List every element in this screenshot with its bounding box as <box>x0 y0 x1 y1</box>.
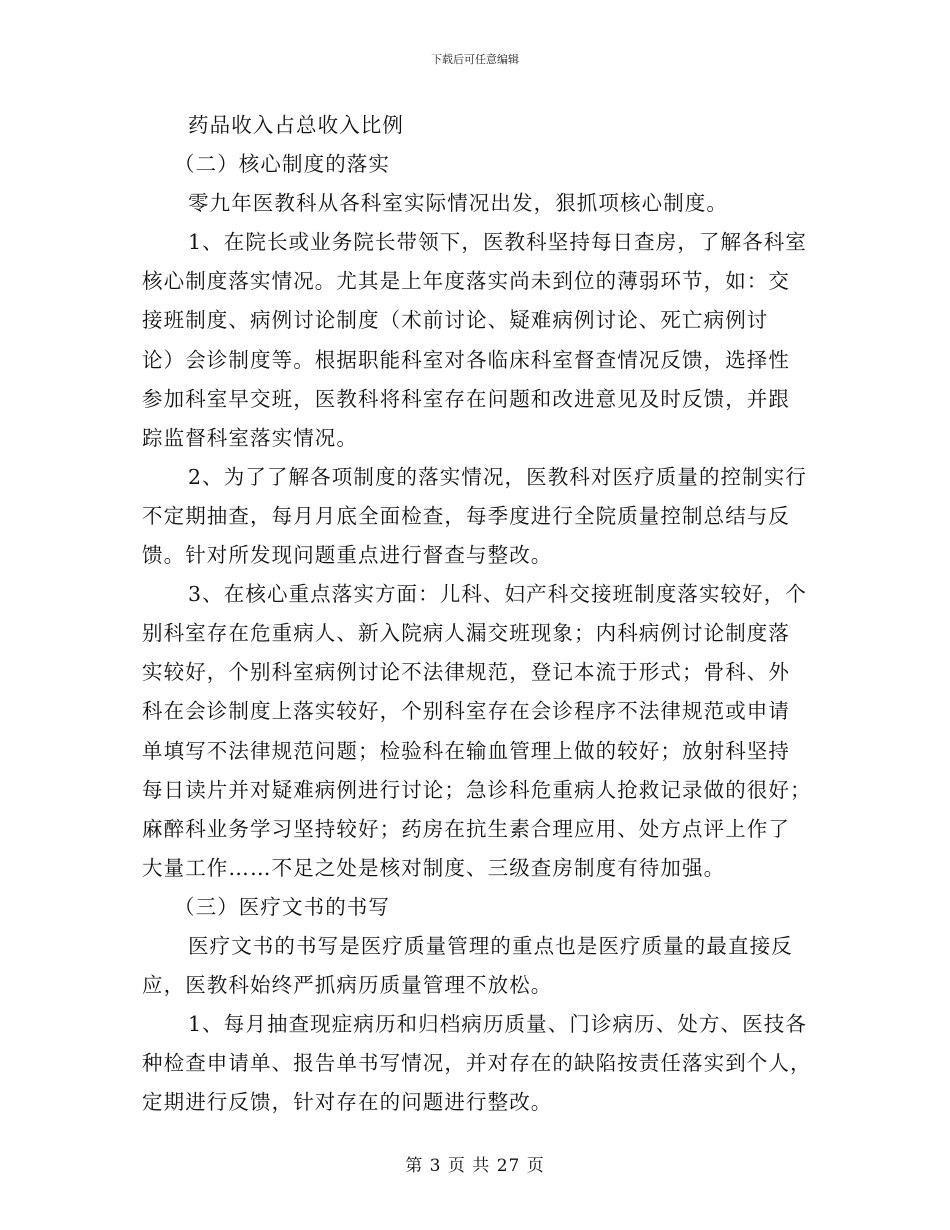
text-line: 单填写不法律规范问题；检验科在输血管理上做的较好；放射科坚持 <box>142 738 790 763</box>
text-line: 3、在核心重点落实方面：儿科、妇产科交接班制度落实较好，个 <box>188 582 807 607</box>
text-line: 1、每月抽查现症病历和归档病历质量、门诊病历、处方、医技各 <box>188 1012 807 1037</box>
text-line: 医疗文书的书写是医疗质量管理的重点也是医疗质量的最直接反 <box>188 933 793 958</box>
text-line: 馈。针对所发现问题重点进行督查与整改。 <box>142 543 553 568</box>
text-line: 定期进行反馈，针对存在的问题进行整改。 <box>142 1090 553 1115</box>
text-line: 核心制度落实情况。尤其是上年度落实尚未到位的薄弱环节，如：交 <box>142 269 790 294</box>
text-line: 每日读片并对疑难病例进行讨论；急诊科危重病人抢救记录做的很好； <box>142 777 812 802</box>
text-line: 踪监督科室落实情况。 <box>142 425 358 450</box>
text-line: 论）会诊制度等。根据职能科室对各临床科室督查情况反馈，选择性 <box>142 347 790 372</box>
text-line: 实较好，个别科室病例讨论不法律规范，登记本流于形式；骨科、外 <box>142 660 790 685</box>
section-heading: （二）核心制度的落实 <box>174 152 390 177</box>
page-footer: 第 3 页 共 27 页 <box>405 1156 545 1176</box>
section-heading: （三）医疗文书的书写 <box>174 894 390 919</box>
text-line: 科在会诊制度上落实较好，个别科室存在会诊程序不法律规范或申请 <box>142 699 790 724</box>
text-line: 药品收入占总收入比例 <box>188 113 404 137</box>
text-line: 不定期抽查，每月月底全面检查，每季度进行全院质量控制总结与反 <box>142 503 790 528</box>
text-line: 别科室存在危重病人、新入院病人漏交班现象；内科病例讨论制度落 <box>142 621 790 646</box>
text-line: 应，医教科始终严抓病历质量管理不放松。 <box>142 973 553 998</box>
page-header: 下载后可任意编辑 <box>431 53 519 66</box>
text-line: 麻醉科业务学习坚持较好；药房在抗生素合理应用、处方点评上作了 <box>142 816 790 841</box>
text-line: 大量工作……不足之处是核对制度、三级查房制度有待加强。 <box>142 855 726 880</box>
text-line: 种检查申请单、报告单书写情况，并对存在的缺陷按责任落实到个人， <box>142 1051 812 1076</box>
text-line: 2、为了了解各项制度的落实情况，医教科对医疗质量的控制实行 <box>188 464 807 489</box>
text-line: 参加科室早交班，医教科将科室存在问题和改进意见及时反馈，并跟 <box>142 386 790 411</box>
text-line: 零九年医教科从各科室实际情况出发，狠抓项核心制度。 <box>188 191 728 216</box>
body-text <box>142 106 814 1122</box>
text-line: 接班制度、病例讨论制度（术前讨论、疑难病例讨论、死亡病例讨 <box>142 308 769 333</box>
text-line: 1、在院长或业务院长带领下，医教科坚持每日查房，了解各科室 <box>188 230 807 255</box>
